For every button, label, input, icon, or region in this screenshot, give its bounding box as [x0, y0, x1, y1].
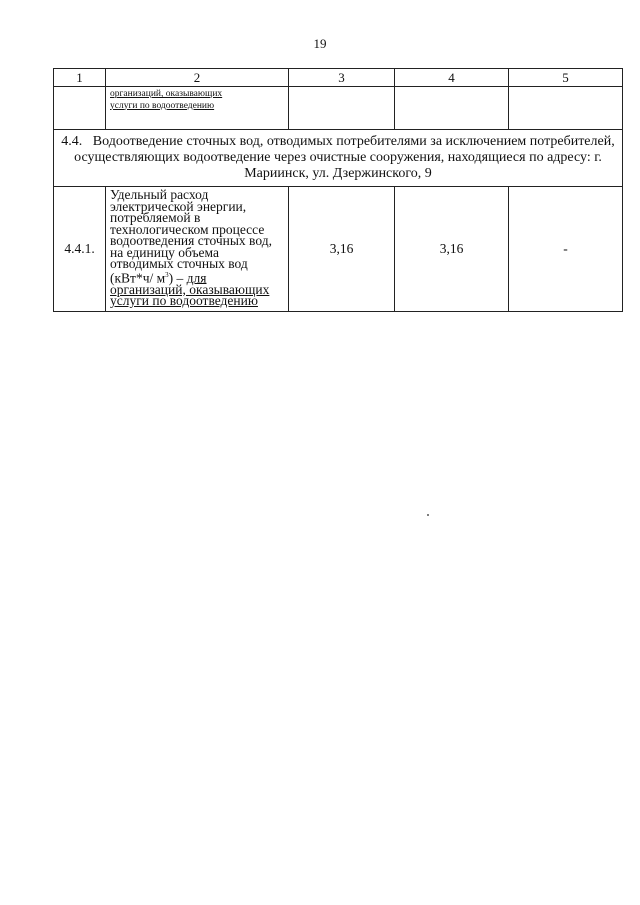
row-description	[106, 187, 289, 312]
row-value-col5: -	[509, 187, 623, 312]
header-cell: 1	[54, 69, 106, 87]
continuation-code-cell	[54, 87, 106, 130]
section-title: Водоотведение сточных вод, отводимых потребителями за исключением потребителей, осуществляющих водоотведение через очистные сооружения, находящиеся по адресу: г. Мариинск, ул. Дзержинского, 9	[74, 134, 615, 181]
row-description-underlined: для организаций, оказывающих услуги по водоотведению	[110, 270, 270, 308]
header-cell: 5	[509, 69, 623, 87]
continuation-description-cell	[106, 87, 289, 130]
continuation-row	[54, 87, 623, 130]
header-cell: 4	[395, 69, 509, 87]
row-description-sup: 3	[165, 270, 169, 279]
page-number: 19	[313, 36, 327, 51]
scan-speck	[427, 514, 429, 516]
section-number: 4.4.	[61, 134, 83, 149]
indicator-table	[53, 68, 623, 312]
section-heading	[54, 130, 623, 187]
row-code: 4.4.1.	[54, 187, 106, 312]
row-value-col3: 3,16	[289, 187, 395, 312]
continuation-cell-4	[395, 87, 509, 130]
table-row	[54, 187, 623, 312]
continuation-text-line-2: услуги по водоотведению	[110, 100, 215, 111]
section-row	[54, 130, 623, 187]
continuation-cell-5	[509, 87, 623, 130]
row-description-main: Удельный расход электрической энергии, потребляемой в технологическом процессе водоотведения сточных вод, на единицу объема отводимых сточных вод (кВт*ч/ м	[110, 187, 272, 285]
continuation-cell-3	[289, 87, 395, 130]
header-cell: 2	[106, 69, 289, 87]
continuation-text-line-1: организаций, оказывающих	[110, 89, 223, 99]
row-description-tail: ) –	[168, 270, 187, 285]
header-cell: 3	[289, 69, 395, 87]
row-value-col4: 3,16	[395, 187, 509, 312]
header-row	[54, 69, 623, 87]
